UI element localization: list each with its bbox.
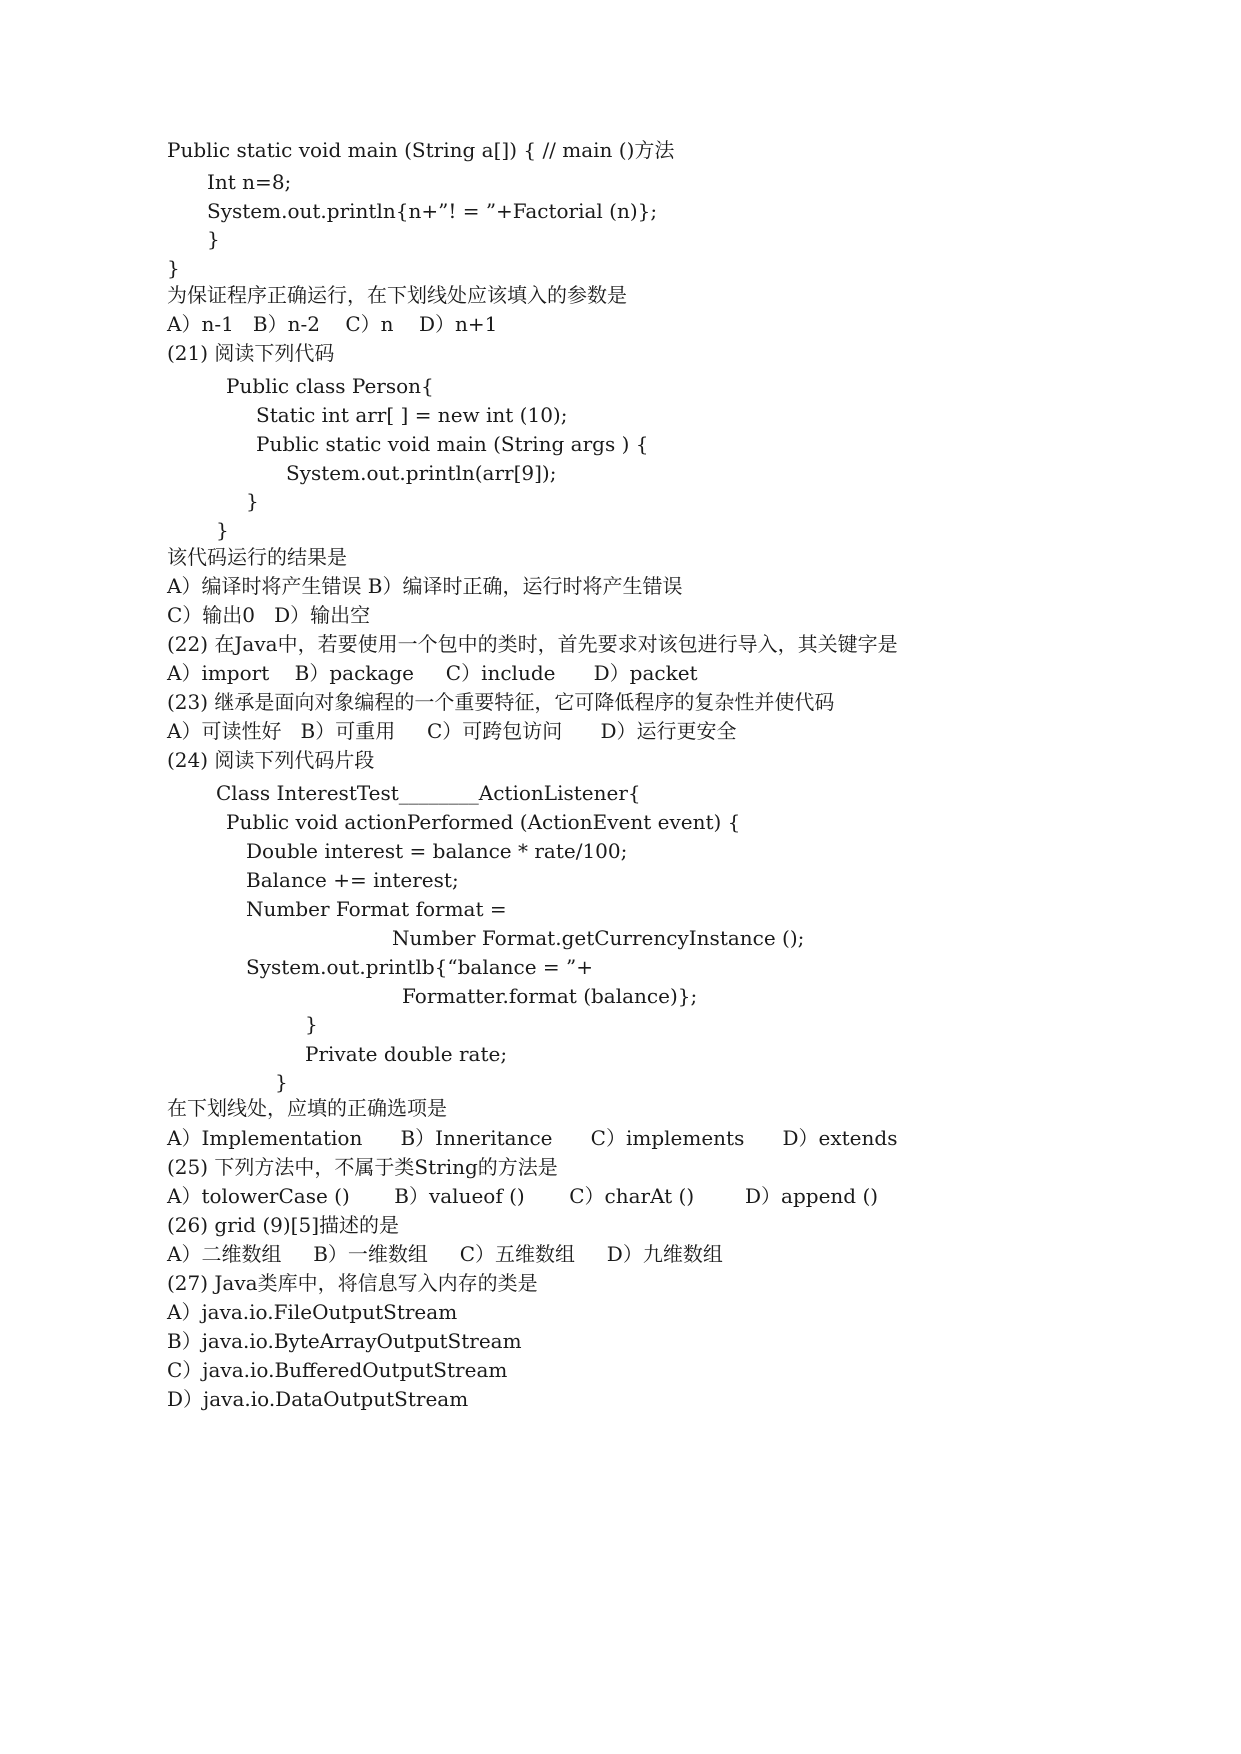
answer-options: A）tolowerCase () B）valueof () C）charAt () D）append (): [167, 1184, 879, 1208]
question-heading: (22) 在Java中，若要使用一个包中的类时，首先要求对该包进行导入，其关键字是: [167, 632, 898, 656]
code-line: Balance += interest;: [246, 868, 459, 892]
answer-options: A）import B）package C）include D）packet: [167, 661, 698, 685]
code-line: }: [167, 256, 180, 280]
question-heading: (27) Java类库中，将信息写入内存的类是: [167, 1271, 538, 1295]
question-heading: (25) 下列方法中，不属于类String的方法是: [167, 1155, 558, 1179]
code-line: System.out.println(arr[9]);: [286, 461, 557, 485]
code-line: Public static void main (String a[]) { // main ()方法: [167, 138, 675, 162]
code-line: }: [275, 1070, 288, 1094]
question-text: 在下划线处，应填的正确选项是: [167, 1096, 447, 1120]
code-line: Public void actionPerformed (ActionEvent event) {: [226, 810, 741, 834]
code-line: System.out.println{n+”! = ”+Factorial (n)};: [207, 199, 658, 223]
code-line: Formatter.format (balance)};: [402, 984, 698, 1008]
code-line: Number Format format =: [246, 897, 507, 921]
code-line: Int n=8;: [207, 170, 292, 194]
code-line: Static int arr[ ] = new int (10);: [256, 403, 568, 427]
code-line: }: [216, 518, 229, 542]
code-line: Private double rate;: [305, 1042, 508, 1066]
code-line: Double interest = balance * rate/100;: [246, 839, 628, 863]
answer-options: A）二维数组 B）一维数组 C）五维数组 D）九维数组: [167, 1242, 723, 1266]
answer-options: A）Implementation B）Inneritance C）implements D）extends: [167, 1126, 898, 1150]
question-heading: (21) 阅读下列代码: [167, 341, 335, 365]
code-line: }: [246, 489, 259, 513]
question-text: 为保证程序正确运行，在下划线处应该填入的参数是: [167, 283, 627, 307]
code-line: System.out.printlb{“balance = ”+: [246, 955, 594, 979]
answer-option: C）java.io.BufferedOutputStream: [167, 1358, 508, 1382]
question-heading: (26) grid (9)[5]描述的是: [167, 1213, 399, 1237]
answer-option: D）java.io.DataOutputStream: [167, 1387, 469, 1411]
code-line: Number Format.getCurrencyInstance ();: [392, 926, 805, 950]
code-line: Class InterestTest________ActionListener{: [216, 781, 641, 805]
question-text: 该代码运行的结果是: [167, 545, 347, 569]
answer-option: A）java.io.FileOutputStream: [167, 1300, 458, 1324]
answer-options: C）输出0 D）输出空: [167, 603, 371, 627]
answer-option: B）java.io.ByteArrayOutputStream: [167, 1329, 522, 1353]
question-heading: (24) 阅读下列代码片段: [167, 748, 375, 772]
code-line: }: [305, 1012, 318, 1036]
answer-options: A）编译时将产生错误 B）编译时正确，运行时将产生错误: [167, 574, 683, 598]
code-line: Public class Person{: [226, 374, 434, 398]
code-line: }: [207, 227, 220, 251]
answer-options: A）n-1 B）n-2 C）n D）n+1: [167, 312, 498, 336]
answer-options: A）可读性好 B）可重用 C）可跨包访问 D）运行更安全: [167, 719, 737, 743]
code-line: Public static void main (String args ) {: [256, 432, 649, 456]
question-heading: (23) 继承是面向对象编程的一个重要特征，它可降低程序的复杂性并使代码: [167, 690, 835, 714]
